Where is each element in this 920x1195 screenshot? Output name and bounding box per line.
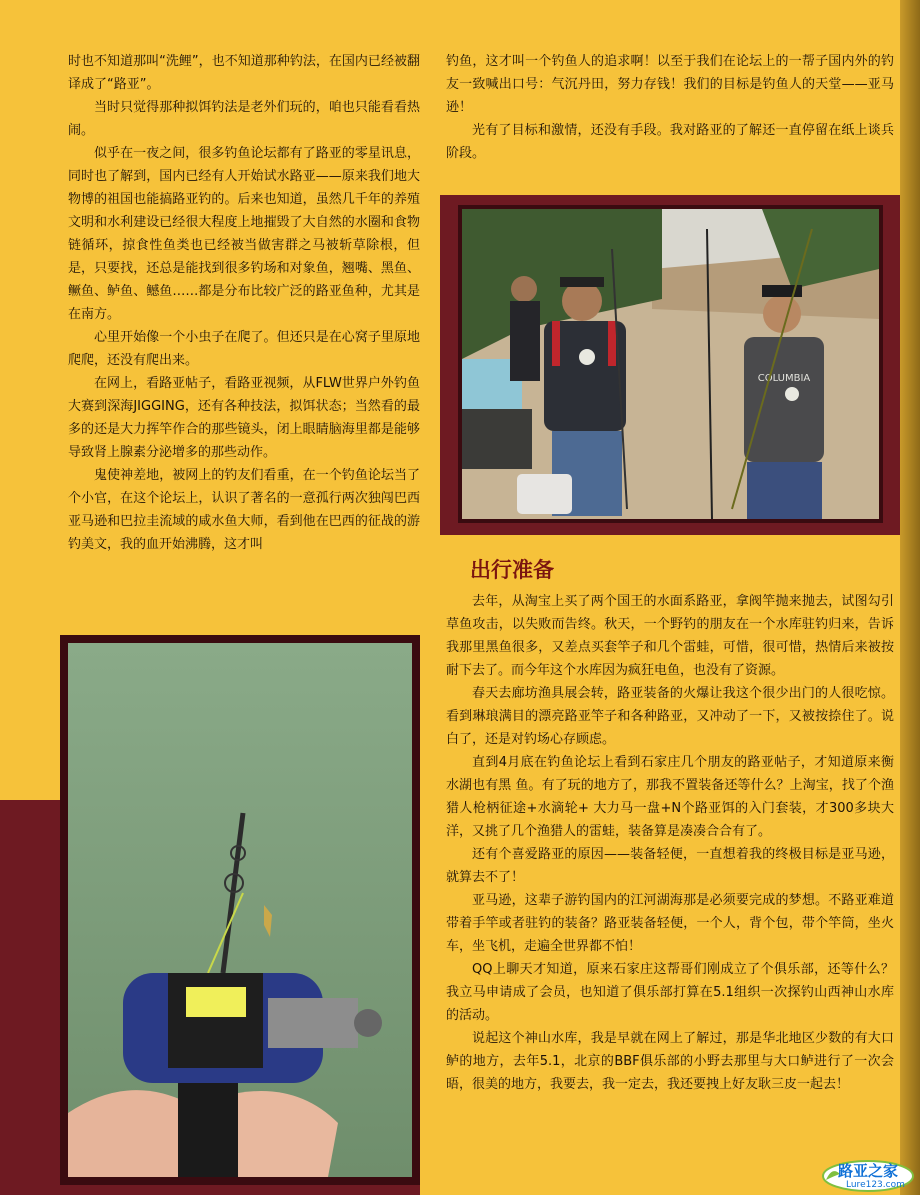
article-column-left <box>68 50 420 556</box>
article-column-right-bottom <box>446 590 894 1096</box>
photo-anglers-image <box>462 209 879 519</box>
watermark-title: 路亚之家 <box>838 1162 899 1180</box>
paragraph: 钓鱼，这才叫一个钓鱼人的追求啊！以至于我们在论坛上的一帮子国内外的钓友一致喊出口号：气沉丹田，努力存钱！我们的目标是钓鱼人的天堂——亚马逊！ <box>446 54 894 115</box>
section-heading: 出行准备 <box>470 557 554 582</box>
photo-anglers <box>458 205 883 523</box>
photo-reel <box>60 635 420 1185</box>
paragraph: QQ上聊天才知道，原来石家庄这帮哥们刚成立了个俱乐部，还等什么？我立马申请成了会员，也知道了俱乐部打算在5.1组织一次探钓山西神山水库的活动。 <box>446 962 894 1023</box>
article-column-right-top <box>446 50 894 165</box>
paragraph: 说起这个神山水库，我是早就在网上了解过，那是华北地区少数的有大口鲈的地方，去年5.1，北京的BBF俱乐部的小野去那里与大口鲈进行了一次会晤，很美的地方，我要去，我一定去，我还要拽上好友耿三皮一起去！ <box>446 1031 894 1092</box>
paragraph: 去年，从淘宝上买了两个国王的水面系路亚，拿阀竿抛来抛去，试图勾引草鱼攻击，以失败而告终。秋天，一个野钓的朋友在一个水库驻钓归来，告诉我那里黑鱼很多，又差点买套竿子和几个雷蛙，可惜，很可惜，热情后来被按耐下去了。而今年这个水库因为疯狂电鱼，也没有了资源。 <box>446 594 894 678</box>
paragraph: 春天去廊坊渔具展会转，路亚装备的火爆让我这个很少出门的人很吃惊。看到琳琅满目的漂亮路亚竿子和各种路亚，又冲动了一下，又被按捺住了。说白了，还是对钓场心存顾虑。 <box>446 686 894 747</box>
watermark-url: Lure123.com <box>846 1180 905 1190</box>
paragraph: 还有个喜爱路亚的原因——装备轻便，一直想着我的终极目标是亚马逊，就算去不了！ <box>446 847 894 885</box>
page-edge-shadow <box>900 0 920 1195</box>
paragraph: 当时只觉得那种拟饵钓法是老外们玩的，咱也只能看看热闹。 <box>68 100 420 138</box>
paragraph: 亚马逊，这辈子游钓国内的江河湖海那是必须要完成的梦想。不路亚难道带着手竿或者驻钓的装备？路亚装备轻便，一个人，背个包，带个竿筒，坐火车，坐飞机，走遍全世界都不怕！ <box>446 893 894 954</box>
paragraph: 在网上，看路亚帖子，看路亚视频，从FLW世界户外钓鱼大赛到深海JIGGING，还有各种技法，拟饵状态；当然看的最多的还是大力挥竿作合的那些镜头，闭上眼睛脑海里都是能够导致肾上腺素分泌增多的那些动作。 <box>68 376 420 460</box>
paragraph: 心里开始像一个小虫子在爬了。但还只是在心窝子里原地爬爬，还没有爬出来。 <box>68 330 420 368</box>
paragraph: 时也不知道那叫“洗鲤”，也不知道那种钓法，在国内已经被翻译成了“路亚”。 <box>68 54 420 92</box>
paragraph: 直到4月底在钓鱼论坛上看到石家庄几个朋友的路亚帖子，才知道原来衡水湖也有黑 鱼。有了玩的地方了，那我不置装备还等什么？上淘宝，找了个渔猎人枪柄征途+水滴轮+ 大力马一盘+N个路亚饵的入门套装，才300多块大洋，又挑了几个渔猎人的雷蛙，装备算是凑凑合合有了。 <box>446 755 894 839</box>
shirt-print: COLUMBIA <box>757 373 811 384</box>
paragraph: 似乎在一夜之间，很多钓鱼论坛都有了路亚的零星讯息，同时也了解到，国内已经有人开始试水路亚——原来我们地大物博的祖国也能搞路亚钓的。后来也知道，虽然几千年的养殖文明和水利建设已经很大程度上地摧毁了大自然的水圈和食物链循环，掠食性鱼类也已经被当做害群之马被斩草除根，但是，只要找，还总是能找到很多钓场和对象鱼，翘嘴、黑鱼、鳜鱼、鲈鱼、鳡鱼……都是分布比较广泛的路亚鱼种，尤其是在南方。 <box>68 146 420 322</box>
paragraph: 鬼使神差地，被网上的钓友们看重，在一个钓鱼论坛当了个小官，在这个论坛上，认识了著名的一意孤行两次独闯巴西亚马逊和巴拉圭流域的咸水鱼大师，看到他在巴西的征战的游钓美文，我的血开始沸腾，这才叫 <box>68 468 420 552</box>
paragraph: 光有了目标和激情，还没有手段。我对路亚的了解还一直停留在纸上谈兵阶段。 <box>446 123 894 161</box>
photo-reel-image <box>68 643 412 1177</box>
